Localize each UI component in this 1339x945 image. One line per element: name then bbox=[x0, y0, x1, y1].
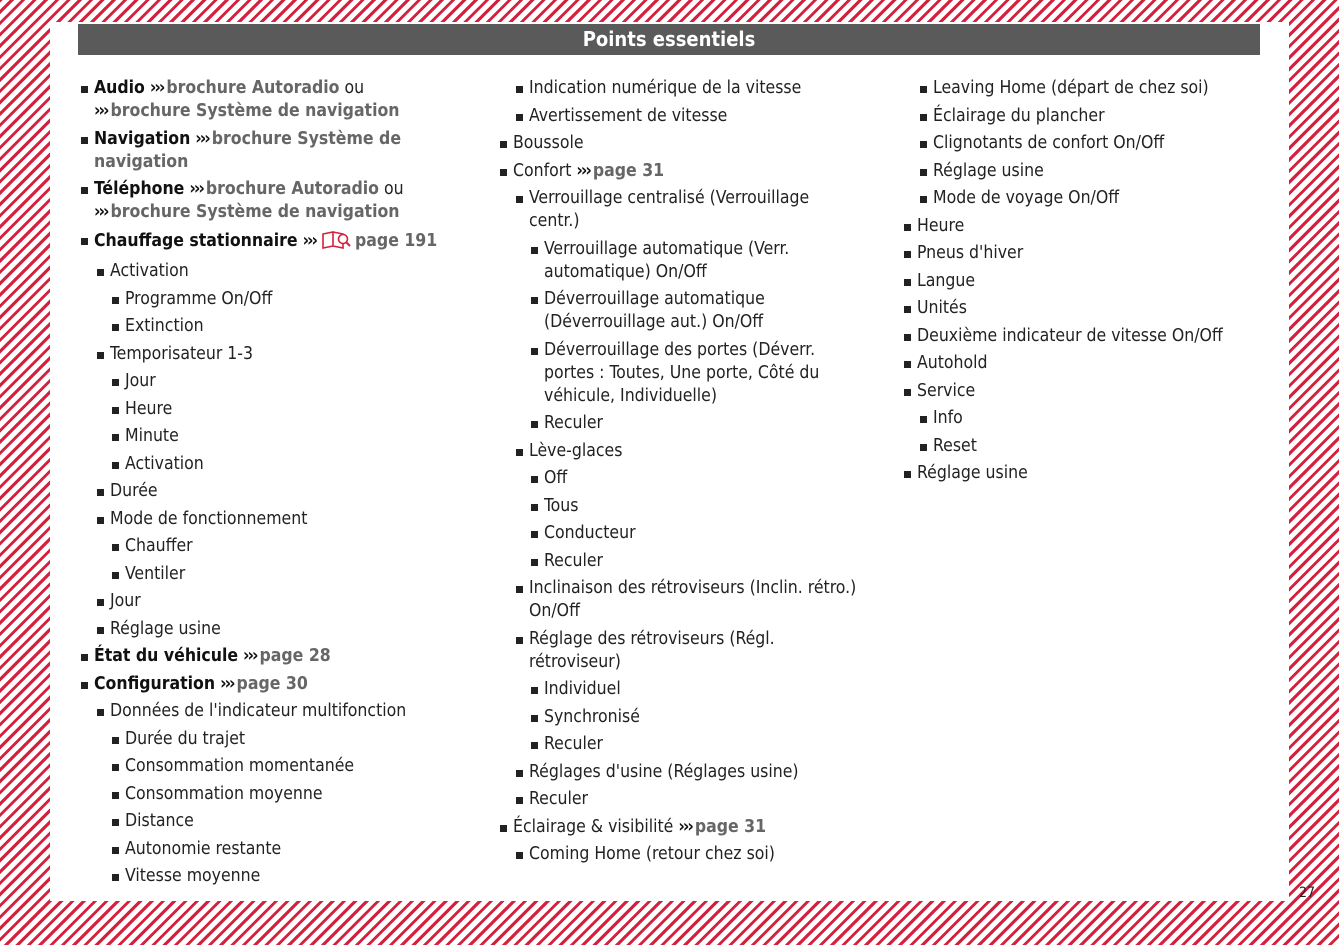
chevrons-icon: ››› bbox=[189, 179, 203, 199]
list-item: Activation bbox=[96, 260, 460, 283]
list-item: Durée bbox=[96, 480, 460, 503]
page-number: 27 bbox=[1299, 885, 1316, 901]
cross-reference-link[interactable]: brochure Système de navigation bbox=[110, 202, 400, 222]
cross-reference-link[interactable]: brochure Autoradio bbox=[166, 78, 340, 98]
list-item: Jour bbox=[96, 590, 460, 613]
list-item: Minute bbox=[111, 425, 460, 448]
list-item: Chauffage stationnaire ››› page 191 bbox=[80, 229, 460, 256]
list-item: Durée du trajet bbox=[111, 728, 460, 751]
list-item: Reculer bbox=[530, 550, 859, 573]
list-item: Éclairage du plancher bbox=[919, 105, 1263, 128]
list-item: Clignotants de confort On/Off bbox=[919, 132, 1263, 155]
list-item: Consommation moyenne bbox=[111, 783, 460, 806]
list-item: Extinction bbox=[111, 315, 460, 338]
list-item: Unités bbox=[903, 297, 1263, 320]
chevrons-icon: ››› bbox=[94, 101, 108, 121]
list-item: Pneus d'hiver bbox=[903, 242, 1263, 265]
list-item: Lève-glaces bbox=[515, 440, 859, 463]
chevrons-icon: ››› bbox=[243, 646, 257, 666]
list-item: Réglage usine bbox=[919, 160, 1263, 183]
list-item: Reset bbox=[919, 435, 1263, 458]
list-item: Chauffer bbox=[111, 535, 460, 558]
list-item: Jour bbox=[111, 370, 460, 393]
list-item: Déverrouillage des portes (Déverr. portes : Toutes, Une porte, Côté du véhicule, Individuelle) bbox=[530, 339, 859, 408]
list-item: Off bbox=[530, 467, 859, 490]
list-item: Ventiler bbox=[111, 563, 460, 586]
column-3 bbox=[903, 77, 1263, 490]
list-item: Reculer bbox=[530, 412, 859, 435]
list-item: Synchronisé bbox=[530, 706, 859, 729]
list-item: Navigation ››› brochure Système de navigation bbox=[80, 128, 460, 174]
list-item: Téléphone ››› brochure Autoradio ou ››› brochure Système de navigation bbox=[80, 178, 460, 224]
cross-reference-link[interactable]: page 28 bbox=[259, 646, 331, 666]
list-item: Déverrouillage automatique (Déverrouillage aut.) On/Off bbox=[530, 288, 859, 334]
chevrons-icon: ››› bbox=[149, 78, 164, 98]
column-1 bbox=[80, 77, 460, 893]
list-item: Réglage des rétroviseurs (Régl. rétroviseur) bbox=[515, 628, 859, 674]
list-item: Verrouillage automatique (Verr. automatique) On/Off bbox=[530, 238, 859, 284]
list-item: Autonomie restante bbox=[111, 838, 460, 861]
list-item: Langue bbox=[903, 270, 1263, 293]
list-item: Avertissement de vitesse bbox=[515, 105, 859, 128]
list-item: Inclinaison des rétroviseurs (Inclin. rétro.) On/Off bbox=[515, 577, 859, 623]
list-item: Distance bbox=[111, 810, 460, 833]
section-header: Points essentiels bbox=[78, 24, 1260, 55]
cross-reference-link[interactable]: brochure Système de navigation bbox=[110, 101, 400, 121]
list-item: Mode de voyage On/Off bbox=[919, 187, 1263, 210]
cross-reference-link[interactable]: page 31 bbox=[592, 160, 665, 181]
list-item: Activation bbox=[111, 453, 460, 476]
list-item: Mode de fonctionnement bbox=[96, 508, 460, 531]
cross-reference-link[interactable]: page 31 bbox=[694, 816, 767, 837]
chevrons-icon: ››› bbox=[94, 202, 108, 222]
chevrons-icon: ››› bbox=[302, 230, 317, 251]
chevrons-icon: ››› bbox=[576, 160, 590, 181]
list-item: Heure bbox=[111, 398, 460, 421]
column-2 bbox=[499, 77, 859, 871]
list-item: Vitesse moyenne bbox=[111, 865, 460, 888]
cross-reference-link[interactable]: page 30 bbox=[236, 673, 308, 694]
list-item: Réglages d'usine (Réglages usine) bbox=[515, 761, 859, 784]
list-item: Info bbox=[919, 407, 1263, 430]
list-item: Reculer bbox=[530, 733, 859, 756]
list-item: Deuxième indicateur de vitesse On/Off bbox=[903, 325, 1263, 348]
list-item: Boussole bbox=[499, 132, 859, 155]
list-item: Consommation momentanée bbox=[111, 755, 460, 778]
list-item: Données de l'indicateur multifonction bbox=[96, 700, 460, 723]
list-item: Coming Home (retour chez soi) bbox=[515, 843, 859, 866]
cross-reference-link[interactable]: brochure Autoradio bbox=[205, 179, 379, 199]
cross-reference-link[interactable]: brochure Système de navigation bbox=[94, 128, 402, 172]
list-item: Reculer bbox=[515, 788, 859, 811]
book-search-icon bbox=[321, 229, 351, 256]
list-item: Autohold bbox=[903, 352, 1263, 375]
chevrons-icon: ››› bbox=[220, 673, 234, 694]
list-item: Individuel bbox=[530, 678, 859, 701]
chevrons-icon: ››› bbox=[195, 128, 209, 149]
cross-reference-link[interactable]: page 191 bbox=[355, 230, 438, 251]
list-item: Leaving Home (départ de chez soi) bbox=[919, 77, 1263, 100]
list-item: Réglage usine bbox=[96, 618, 460, 641]
list-item: Configuration ››› page 30 bbox=[80, 673, 460, 696]
list-item: Heure bbox=[903, 215, 1263, 238]
list-item: Éclairage & visibilité ››› page 31 bbox=[499, 816, 859, 839]
list-item: Réglage usine bbox=[903, 462, 1263, 485]
list-item: Temporisateur 1-3 bbox=[96, 343, 460, 366]
list-item: Audio ››› brochure Autoradio ou ››› brochure Système de navigation bbox=[80, 77, 460, 123]
list-item: Indication numérique de la vitesse bbox=[515, 77, 859, 100]
list-item: Programme On/Off bbox=[111, 288, 460, 311]
list-item: Tous bbox=[530, 495, 859, 518]
list-item: Confort ››› page 31 bbox=[499, 160, 859, 183]
list-item: Verrouillage centralisé (Verrouillage centr.) bbox=[515, 187, 859, 233]
chevrons-icon: ››› bbox=[678, 816, 692, 837]
list-item: État du véhicule ››› page 28 bbox=[80, 645, 460, 668]
list-item: Conducteur bbox=[530, 522, 859, 545]
list-item: Service bbox=[903, 380, 1263, 403]
